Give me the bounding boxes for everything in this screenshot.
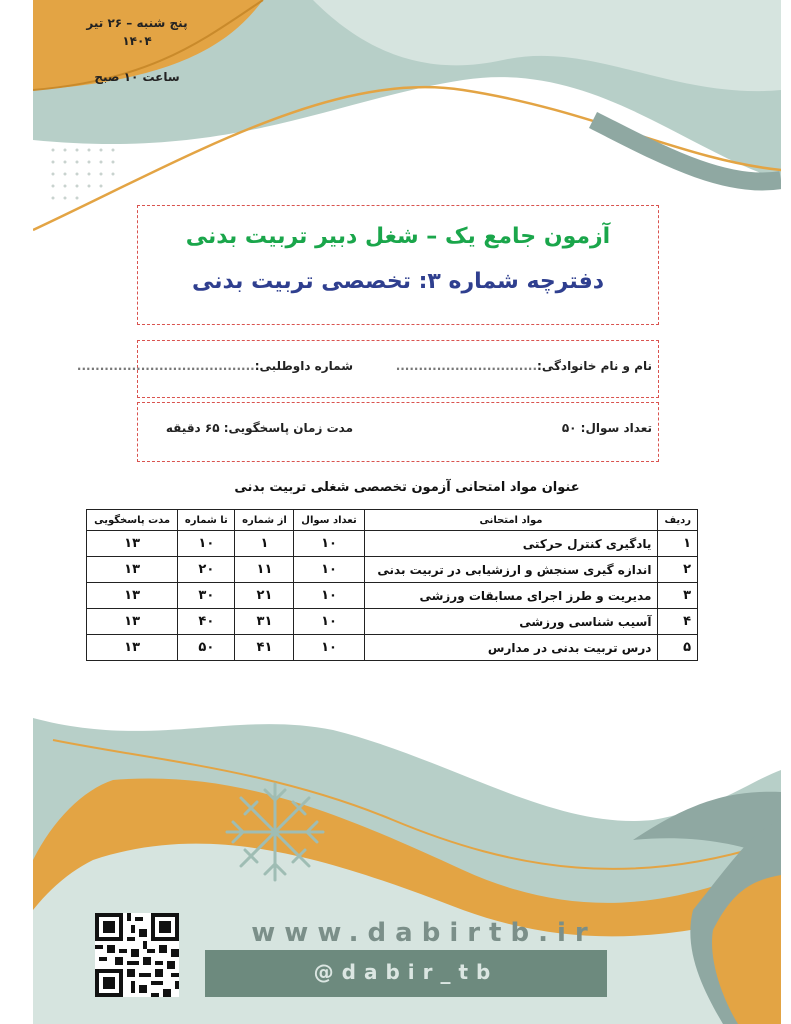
row-subject: مدیریت و طرز اجرای مسابقات ورزشی	[364, 583, 658, 609]
social-handle-bar	[205, 950, 607, 997]
title-box	[137, 205, 659, 325]
header-count: تعداد سوال	[294, 510, 364, 531]
exam-info-box	[137, 402, 659, 462]
header-to: تا شماره	[178, 510, 235, 531]
table-row	[87, 609, 698, 635]
row-to: ۳۰	[178, 583, 235, 609]
subjects-table-title: عنوان مواد امتحانی آزمون تخصصی شغلی تربیت بدنی	[234, 480, 580, 495]
row-subject: اندازه گیری سنجش و ارزشیابی در تربیت بدنی	[364, 557, 658, 583]
table-row	[87, 583, 698, 609]
table-row	[87, 635, 698, 661]
row-from: ۱	[235, 531, 294, 557]
social-handle[interactable]: @dabir_tb	[313, 960, 499, 984]
row-from: ۴۱	[235, 635, 294, 661]
row-from: ۱۱	[235, 557, 294, 583]
booklet-title: دفترچه شماره ۳: تخصصی تربیت بدنی	[191, 269, 605, 294]
exam-cover-page	[33, 0, 781, 1024]
row-index: ۱	[658, 531, 698, 557]
row-duration: ۱۳	[87, 609, 178, 635]
snowflake-icon	[223, 780, 327, 884]
row-from: ۳۱	[235, 609, 294, 635]
row-subject: درس تربیت بدنی در مدارس	[364, 635, 658, 661]
exam-date: پنج شنبه – ۲۶ تیر ۱۴۰۴	[86, 16, 188, 48]
row-from: ۲۱	[235, 583, 294, 609]
candidate-id-field[interactable]	[77, 359, 353, 373]
question-count: تعداد سوال: ۵۰	[561, 421, 652, 435]
name-field[interactable]	[396, 359, 652, 373]
row-index: ۳	[658, 583, 698, 609]
name-blank[interactable]: ...............................	[395, 359, 538, 373]
table-header-row	[87, 510, 698, 531]
row-to: ۲۰	[178, 557, 235, 583]
row-duration: ۱۳	[87, 557, 178, 583]
row-duration: ۱۳	[87, 531, 178, 557]
row-index: ۲	[658, 557, 698, 583]
row-to: ۴۰	[178, 609, 235, 635]
name-label: نام و نام خانوادگی:	[537, 359, 652, 373]
header-duration: مدت پاسخگویی	[87, 510, 178, 531]
row-count: ۱۰	[294, 583, 364, 609]
header-from: از شماره	[235, 510, 294, 531]
candidate-id-label: شماره داوطلبی:	[254, 359, 353, 373]
row-index: ۴	[658, 609, 698, 635]
row-to: ۱۰	[178, 531, 235, 557]
row-subject: یادگیری کنترل حرکتی	[364, 531, 658, 557]
row-count: ۱۰	[294, 557, 364, 583]
header-index: ردیف	[658, 510, 698, 531]
row-duration: ۱۳	[87, 635, 178, 661]
exam-title: آزمون جامع یک – شغل دبیر تربیت بدنی	[185, 224, 611, 249]
table-row	[87, 557, 698, 583]
row-index: ۵	[658, 635, 698, 661]
row-count: ۱۰	[294, 531, 364, 557]
header-subject: مواد امتحانی	[364, 510, 658, 531]
exam-duration: مدت زمان پاسخگویی: ۶۵ دقیقه	[165, 421, 353, 435]
row-count: ۱۰	[294, 609, 364, 635]
candidate-info-box	[76, 340, 659, 398]
row-count: ۱۰	[294, 635, 364, 661]
subjects-table	[86, 509, 698, 661]
row-subject: آسیب شناسی ورزشی	[364, 609, 658, 635]
table-row	[87, 531, 698, 557]
website-url[interactable]: www.dabirtb.ir	[251, 918, 597, 948]
exam-date-block	[73, 14, 201, 86]
row-duration: ۱۳	[87, 583, 178, 609]
qr-code-icon[interactable]	[95, 913, 179, 997]
candidate-id-blank[interactable]: .......................................	[76, 359, 255, 373]
exam-time: ساعت ۱۰ صبح	[94, 70, 180, 84]
row-to: ۵۰	[178, 635, 235, 661]
